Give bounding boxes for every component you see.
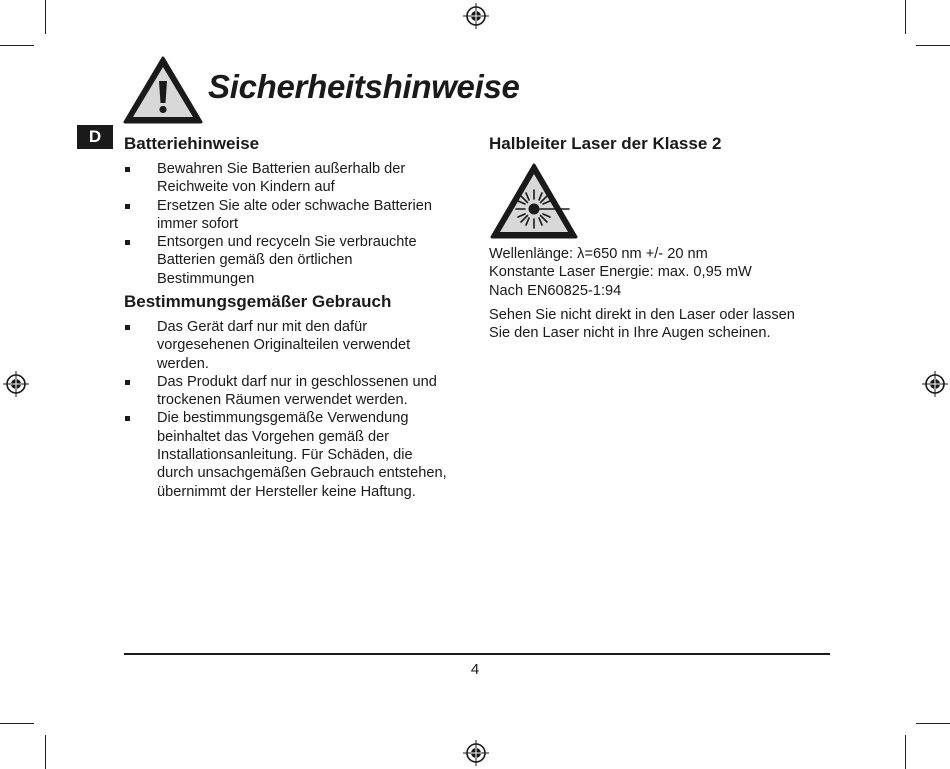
page-number: 4 [470,661,480,678]
list-item: Das Produkt darf nur in geschlossenen und trockenen Räumen verwendet werden. [124,373,447,410]
list-item: Ersetzen Sie alte oder schwache Batterien immer sofort [124,197,432,234]
crop-mark [45,0,46,34]
crop-mark [0,723,34,724]
crop-mark [905,735,906,769]
crop-mark [45,735,46,769]
footer-rule [124,653,830,655]
spec-wavelength: Wellenlänge: λ=650 nm +/- 20 nm [489,246,708,262]
crop-mark [916,723,950,724]
bullet-icon [125,380,130,385]
bullet-icon [125,204,130,209]
list-item: Das Gerät darf nur mit den dafür vorgesehenen Originalteilen verwendet werden. [124,318,447,373]
laser-warning-icon [489,162,579,240]
intended-use-list [124,318,447,501]
list-item: Bewahren Sie Batterien außerhalb der Reichweite von Kindern auf [124,160,432,197]
laser-specs [489,245,752,300]
spec-standard: Nach EN60825-1:94 [489,282,622,299]
section-heading-battery: Batteriehinweise [124,134,260,153]
list-item: Entsorgen und recyceln Sie verbrauchte Batterien gemäß den örtlichen Bestimmungen [124,233,432,288]
section-heading-intended-use: Bestimmungsgemäßer Gebrauch [124,292,392,311]
battery-list [124,160,432,288]
language-tab: D [77,125,113,149]
registration-mark-icon [463,3,489,29]
bullet-icon [125,167,130,172]
section-heading-laser: Halbleiter Laser der Klasse 2 [489,134,722,153]
bullet-icon [125,240,130,245]
crop-mark [916,45,950,46]
list-item: Die bestimmungsgemäße Verwendung beinhaltet das Vorgehen gemäß der Installationsanleitung. Für Schäden, die durch unsachgemäßen Gebrauch entstehen, übernimmt der Hersteller keine Haftung. [124,409,447,500]
registration-mark-icon [922,371,948,397]
bullet-icon [125,325,130,330]
bullet-icon [125,416,130,421]
spec-energy: Konstante Laser Energie: max. 0,95 mW [489,264,752,281]
page-title: Sicherheitshinweise [208,68,520,105]
warning-triangle-icon [122,55,204,125]
laser-warning-text: Sehen Sie nicht direkt in den Laser oder lassen Sie den Laser nicht in Ihre Augen scheinen. [489,307,795,342]
registration-mark-icon [463,740,489,766]
registration-mark-icon [3,371,29,397]
crop-mark [905,0,906,34]
crop-mark [0,45,34,46]
